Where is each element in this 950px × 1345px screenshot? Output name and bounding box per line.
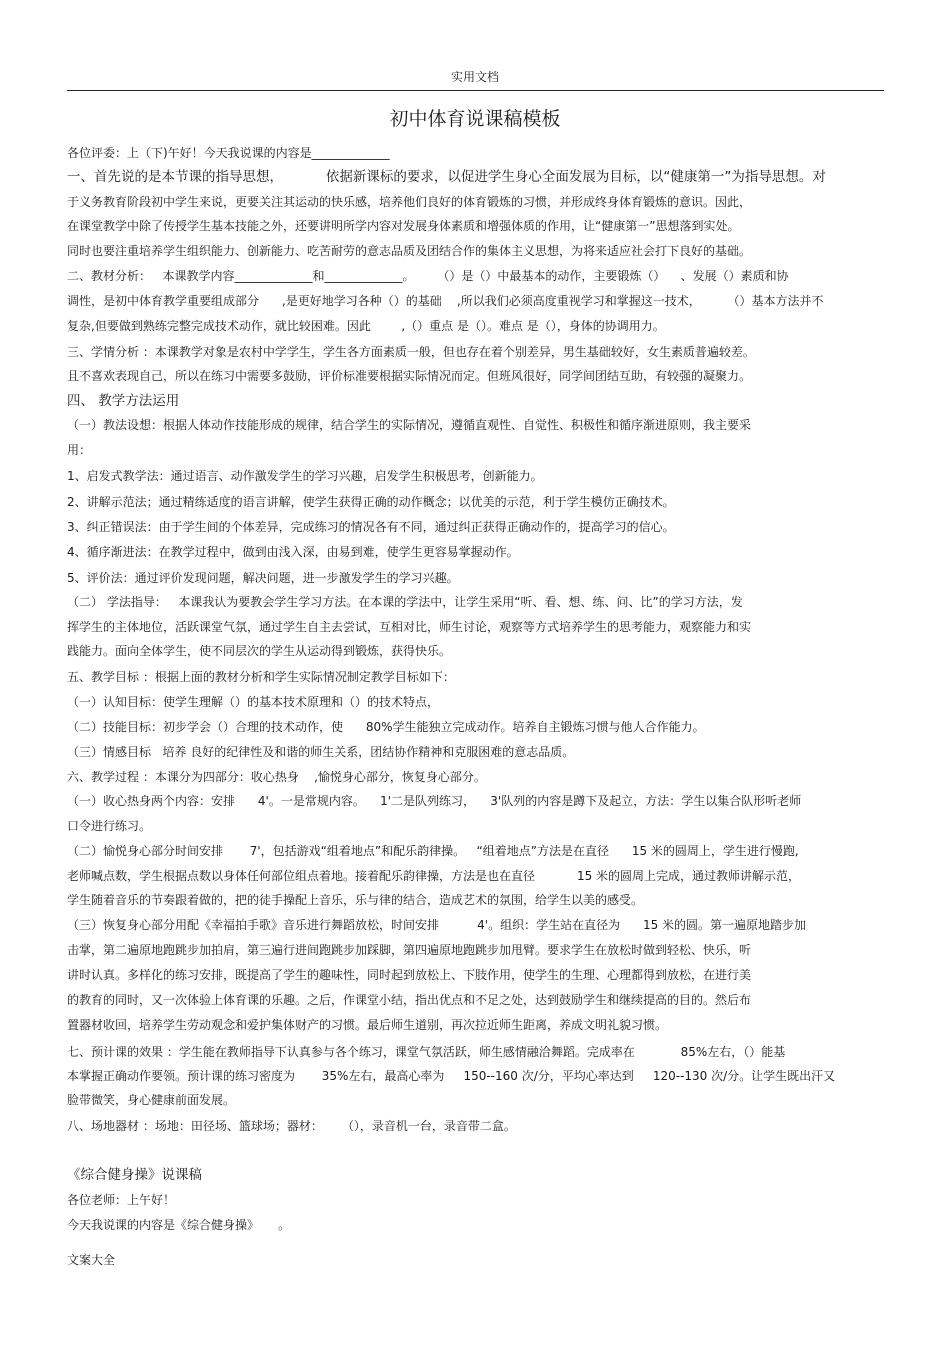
process-line: 讲时认真。多样化的练习安排，既提高了学生的趣味性，同时起到放松上、下肢作用，使学生的生理、心理都得到放松，在进行美 [67,968,752,982]
study-guide-line: 践能力。面向全体学生，使不同层次的学生从运动得到锻炼，获得快乐。 [67,644,452,658]
process-line: 老师喊点数，学生根据点数以身体任何部位组点着地。接着配乐韵律操，方法是也在直径 15 米的圆周上完成，通过教师讲解示范， [67,869,801,883]
greeting-line: 各位评委：上（下)午好！今天我说课的内容是_____________ [67,146,390,160]
objective-item: （三）情感目标 培养 良好的纪律性及和谐的师生关系，团结协作精神和克服困难的意志品质。 [67,745,575,759]
method-item: 2、讲解示范法；通过精练适度的语言讲解，使学生获得正确的动作概念；以优美的示范，利于学生模仿正确技术。 [67,495,675,509]
method-item: 4、循序渐进法：在教学过程中，做到由浅入深，由易到难，使学生更容易掌握动作。 [67,545,519,559]
method-item: 1、启发式教学法：通过语言、动作激发学生的学习兴趣，启发学生积极思考，创新能力。 [67,469,543,483]
method-item: 5、评价法：通过评价发现问题，解决问题，进一步激发学生的学习兴趣。 [67,571,459,585]
section-4-line: 用： [67,443,92,457]
section-7-line: 本掌握正确动作要领。预计课的练习密度为 35%左右，最高心率为 150--160 次/分，平均心率达到 120--130 次/分。让学生既出汗又 [67,1069,836,1083]
section-2-line: 调性，是初中体育教学重要组成部分 ,是更好地学习各种（）的基础 ,所以我们必须高度重视学习和掌握这一技术， （）基本方法并不 [67,294,824,308]
section-2-line: 复杂,但要做到熟练完整完成技术动作，就比较困难。因此 ,（）重点 是（）。难点 是（），身体的协调用力。 [67,319,665,333]
objective-item: （二）技能目标：初步学会（）合理的技术动作，使 80%学生能独立完成动作。培养自主锻炼习惯与他人合作能力。 [67,720,705,734]
process-line: 置器材收回，培养学生劳动观念和爱护集体财产的习惯。最后师生道别，再次拉近师生距离，养成文明礼貌习惯。 [67,1018,668,1032]
process-line: 学生随着音乐的节奏跟着做的，把的徒手操配上音乐，乐与律的结合，造成艺术的氛围，给学生以美的感受。 [67,893,644,907]
process-line: （三）恢复身心部分用配《幸福拍手歌》音乐进行舞蹈放松，时间安排 4'。组织：学生站在直径为 15 米的圆。第一遍原地踏步加 [67,918,807,932]
page-footer: 文案大全 [67,1253,116,1267]
section-2-line: 二、教材分析： 本课教学内容_____________和_____________。 （）是（）中最基本的动作，主要锻炼（） 、发展（）素质和协 [67,269,789,283]
method-item: 3、纠正错误法：由于学生间的个体差异，完成练习的情况各有不同，通过纠正获得正确动作的，提高学习的信心。 [67,520,675,534]
section-1-line: 一、首先说的是本节课的指导思想， 依据新课标的要求，以促进学生身心全面发展为目标，以“健康第一”为指导思想。对 [67,169,826,185]
study-guide-line: （二） 学法指导： 本课我认为要教会学生学习方法。在本课的学法中，让学生采用“听、看、想、练、问、比”的学习方法，发 [67,595,743,609]
section-1-line: 同时也要注重培养学生组织能力、创新能力、吃苦耐劳的意志品质及团结合作的集体主义思想，为将来适应社会打下良好的基础。 [67,244,752,258]
header-rule [67,90,884,91]
section-6-line: 六、教学过程 ：本课分为四部分：收心热身 ,愉悦身心部分，恢复身心部分。 [67,770,486,784]
objective-item: （一）认知目标：使学生理解（）的基本技术原理和（）的技术特点， [67,695,440,709]
section-3-line: 三、学情分析 ：本课教学对象是农村中学学生，学生各方面素质一般，但也存在着个别差异，男生基础较好，女生素质普遍较差。 [67,345,755,359]
second-doc-title: 《综合健身操》说课稿 [67,1167,202,1183]
process-line: 的教育的同时，又一次体验上体育课的乐趣。之后，作课堂小结，指出优点和不足之处，达到鼓励学生和继续提高的目的。然后布 [67,993,752,1007]
second-doc-greeting: 各位老师：上午好！ [67,1193,176,1207]
section-1-line: 在课堂教学中除了传授学生基本技能之外，还要讲明所学内容对发展身体素质和增强体质的作用，让“健康第一”思想落到实处。 [67,219,740,233]
process-line: 击掌，第二遍原地跑跳步加拍肩，第三遍行进间跑跳步加踩脚，第四遍原地跑跳步加甩臂。要求学生在放松时做到轻松、快乐，听 [67,943,752,957]
section-7-line: 七、预计课的效果 ：学生能在教师指导下认真参与各个练习，课堂气氛活跃，师生感情融洽舞蹈。完成率在 85%左右，（）能基 [67,1045,786,1059]
section-7-line: 脸带微笑，身心健康前面发展。 [67,1093,236,1107]
process-line: （一）收心热身两个内容：安排 4'。一是常规内容。 1'二是队列练习， 3'队列的内容是蹲下及起立，方法：学生以集合队形听老师 [67,794,802,808]
section-4-line: （一）教法设想：根据人体动作技能形成的规律，结合学生的实际情况，遵循直观性、自觉性、积极性和循序渐进原则，我主要采 [67,418,752,432]
second-doc-intro: 今天我说课的内容是《综合健身操》 。 [67,1218,291,1232]
section-8-line: 八、场地器材 ：场地：田径场、篮球场；器材： （），录音机一台，录音带二盒。 [67,1119,516,1133]
page-header: 实用文档 [450,70,499,84]
document-title: 初中体育说课稿模板 [389,108,561,130]
section-5-line: 五、教学目标 ：根据上面的教材分析和学生实际情况制定教学目标如下： [67,670,455,684]
section-1-line: 于义务教育阶段初中学生来说，更要关注其运动的快乐感，培养他们良好的体育锻炼的习惯，并形成终身体育锻炼的意识。因此， [67,195,752,209]
section-4-heading: 四、 教学方法运用 [67,393,180,409]
process-line: 口令进行练习。 [67,819,152,833]
study-guide-line: 挥学生的主体地位，活跃课堂气氛，通过学生自主去尝试，互相对比，师生讨论，观察等方式培养学生的思考能力，观察能力和实 [67,620,752,634]
section-3-line: 且不喜欢表现自己，所以在练习中需要多鼓励，评价标准要根据实际情况而定。但班风很好，同学间团结互助，有较强的凝聚力。 [67,369,752,383]
process-line: （二）愉悦身心部分时间安排 7'，包括游戏“组着地点”和配乐韵律操。 “组着地点”方法是在直径 15 米的圆周上，学生进行慢跑, [67,844,799,858]
